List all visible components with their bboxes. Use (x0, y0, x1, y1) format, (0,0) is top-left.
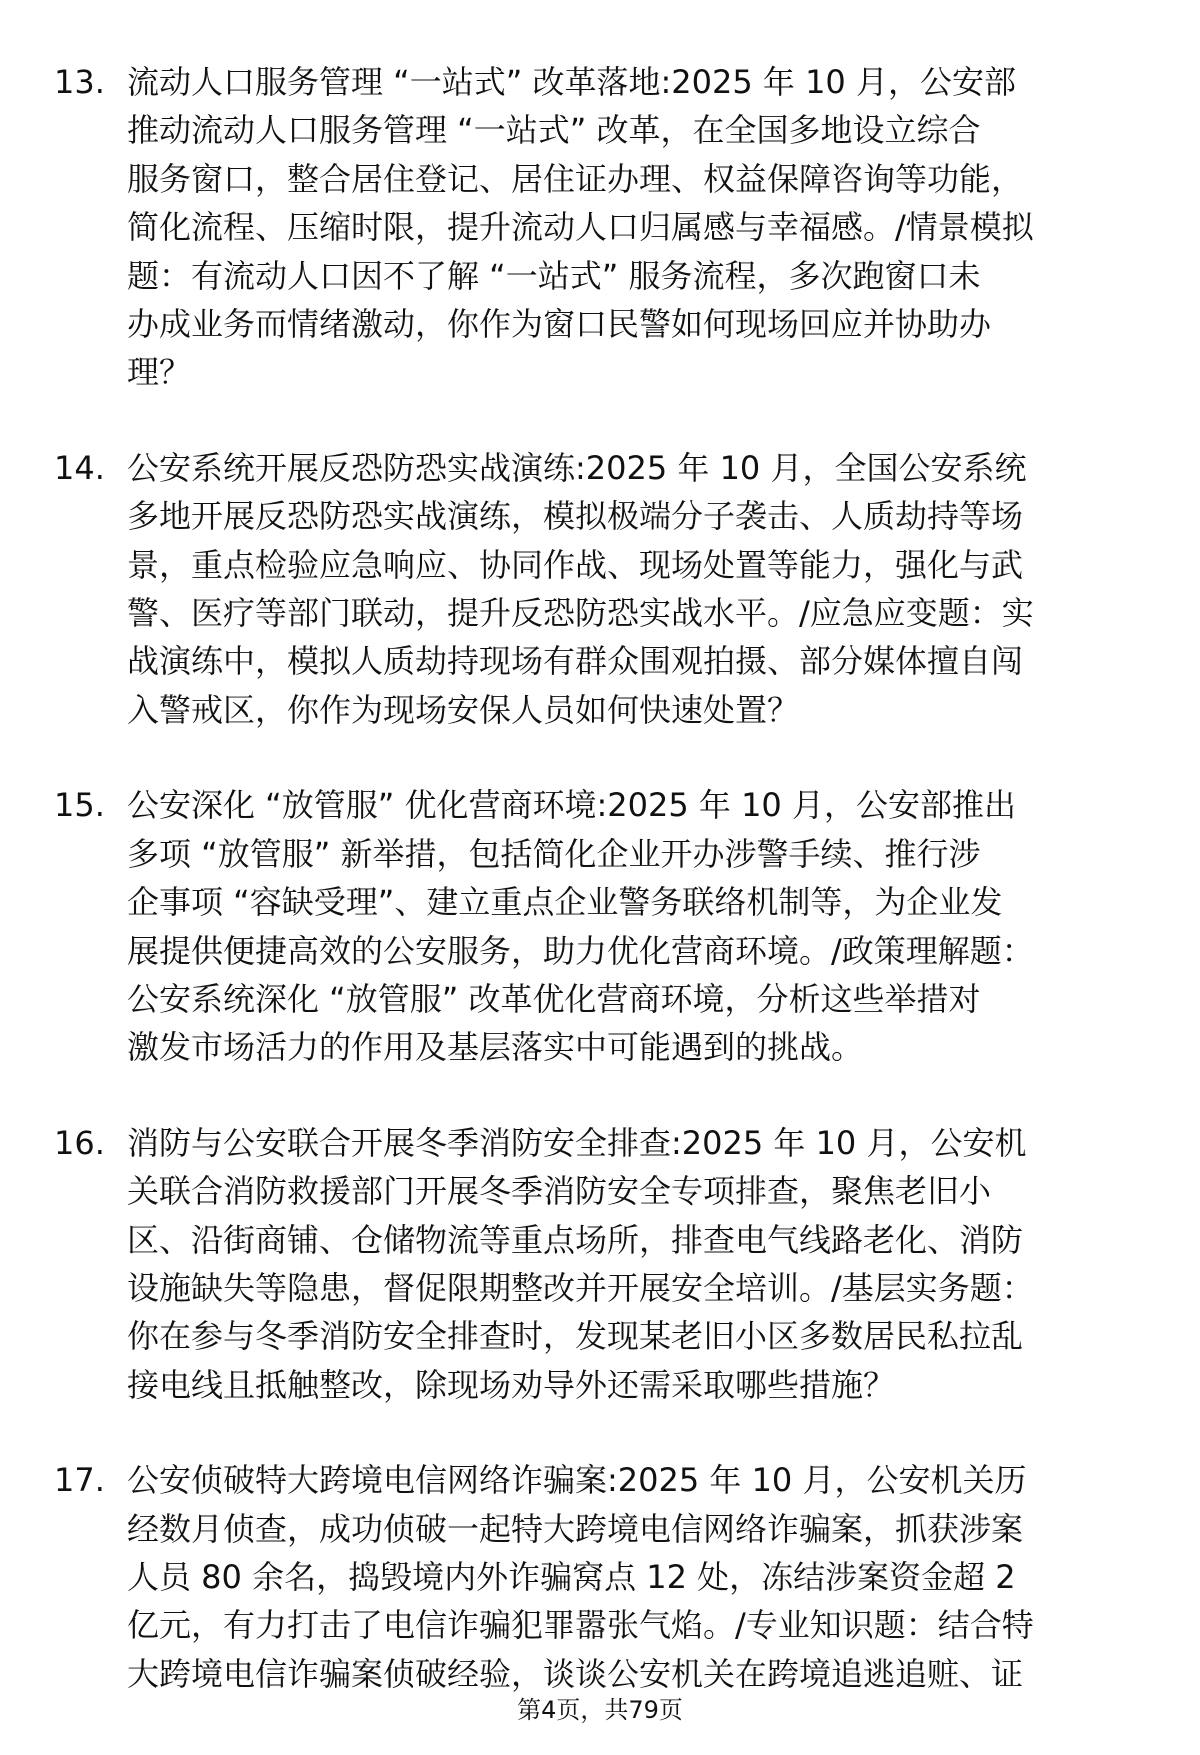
list-item (54, 1456, 1154, 1698)
item-text: 流动人口服务管理 “一站式” 改革落地:2025 年 10 月，公安部 推动流动人口服务管理 “一站式” 改革，在全国多地设立综合 服务窗口，整合居住登记、居住证办理、权益保障咨询等功能， 简化流程、压缩时限，提升流动人口归属感与幸福感。/情景模拟 题：有流动人口因不了解 “一站式” 服务流程，多次跑窗口未 办成业务而情绪激动，你作为窗口民警如何现场回应并协助办 理？ (127, 63, 1034, 392)
item-text: 公安系统开展反恐防恐实战演练:2025 年 10 月，全国公安系统 多地开展反恐防恐实战演练，模拟极端分子袭击、人质劫持等场 景，重点检验应急响应、协同作战、现场处置等能力，强化与武 警、医疗等部门联动，提升反恐防恐实战水平。/应急应变题：实 战演练中，模拟人质劫持现场有群众围观拍摄、部分媒体擅自闯 入警戒区，你作为现场安保人员如何快速处置？ (127, 448, 1034, 729)
list-item (54, 58, 1154, 397)
item-text: 消防与公安联合开展冬季消防安全排查:2025 年 10 月，公安机 关联合消防救援部门开展冬季消防安全专项排查，聚焦老旧小 区、沿街商铺、仓储物流等重点场所，排查电气线路老化、消防 设施缺失等隐患，督促限期整改并开展安全培训。/基层实务题： 你在参与冬季消防安全排查时，发现某老旧小区多数居民私拉乱 接电线且抵触整改，除现场劝导外还需采取哪些措施？ (127, 1123, 1034, 1404)
item-number: 16. (54, 1123, 105, 1162)
list-item (54, 444, 1154, 734)
question-list (54, 58, 1154, 1745)
item-number: 17. (54, 1461, 105, 1500)
item-text: 公安侦破特大跨境电信网络诈骗案:2025 年 10 月，公安机关历 经数月侦查，成功侦破一起特大跨境电信网络诈骗案，抓获涉案 人员 80 余名，捣毁境内外诈骗窝点 12 处，冻结涉案资金超 2 亿元，有力打击了电信诈骗犯罪嚣张气焰。/专业知识题：结合特 大跨境电信诈骗案侦破经验，谈谈公安机关在跨境追逃追赃、证 (127, 1461, 1034, 1693)
item-number: 13. (54, 63, 105, 101)
item-number: 15. (54, 786, 105, 825)
page-number-label: 第4页，共79页 (517, 1696, 683, 1724)
list-item (54, 781, 1154, 1071)
list-item (54, 1119, 1154, 1409)
item-number: 14. (54, 448, 105, 487)
item-text: 公安深化 “放管服” 优化营商环境:2025 年 10 月，公安部推出 多项 “放管服” 新举措，包括简化企业开办涉警手续、推行涉 企事项 “容缺受理”、建立重点企业警务联络机制等，为企业发 展提供便捷高效的公安服务，助力优化营商环境。/政策理解题： 公安系统深化 “放管服” 改革优化营商环境，分析这些举措对 激发市场活力的作用及基层落实中可能遇到的挑战。 (127, 786, 1034, 1067)
page-footer (0, 1690, 1200, 1725)
